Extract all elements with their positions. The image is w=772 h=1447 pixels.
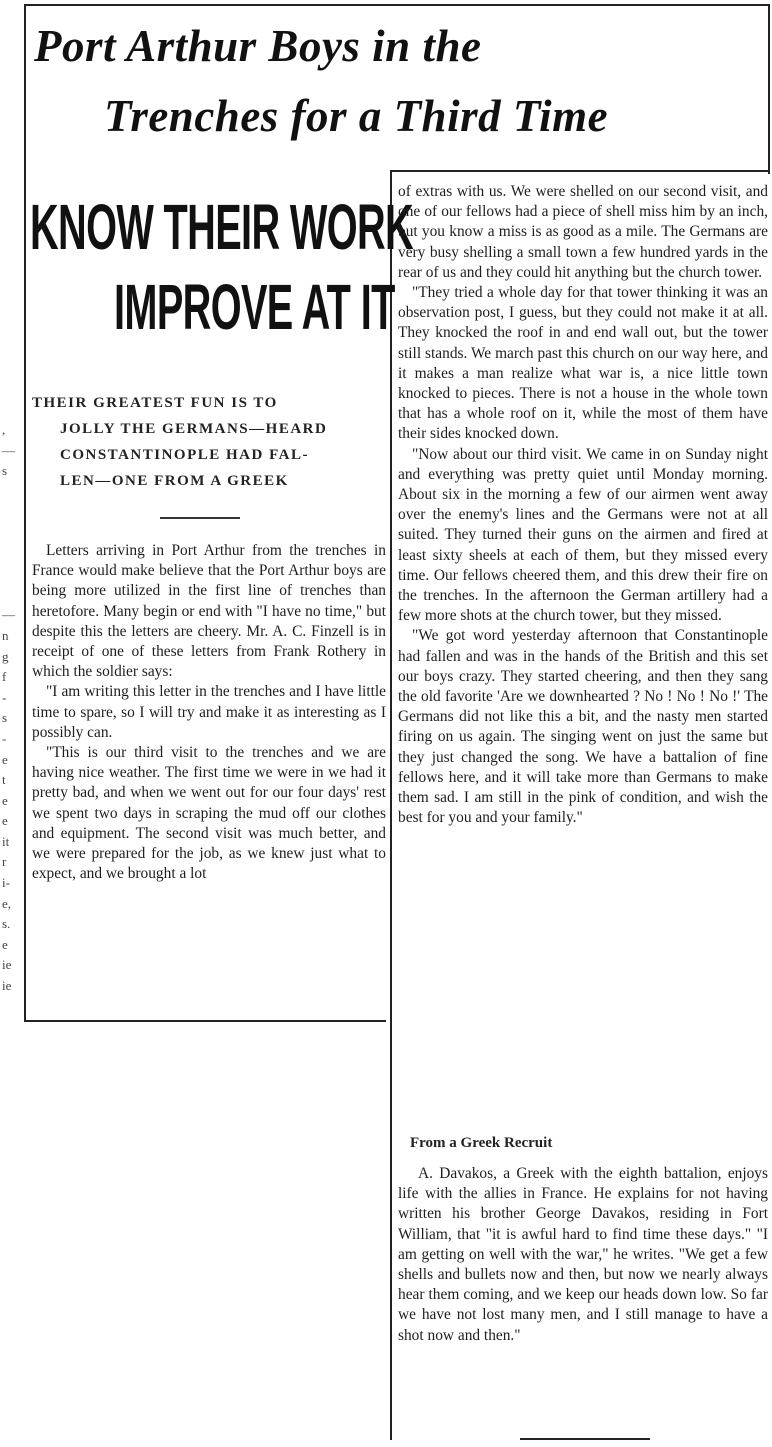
margin-fragment: — (2, 607, 15, 623)
margin-fragment: ie (2, 957, 12, 973)
margin-fragment: - (2, 730, 7, 746)
column-divider (390, 170, 392, 1440)
margin-fragment: e (2, 792, 8, 808)
article-paragraph: "This is our third visit to the trenches and we are having nice weather. The first time we were in we had it pretty bad, and when we went out for our four days' rest we spent two days in scraping the mud off our clothes and equipment. The second visit was much better, and we were prepared for the job, as we knew just what to expect, and we brought a lot (32, 744, 386, 883)
article-column-2-lower (398, 1164, 768, 1346)
margin-fragment: s (2, 463, 8, 479)
article-paragraph: of extras with us. We were shelled on our second visit, and one of our fellows had a piece of shell miss him by an inch, but you know a miss is as good as a mile. The Germans are very busy shelling a small town a few hundred yards in the rear of us and they could hit anything but the church tower. (398, 183, 768, 281)
article-paragraph: "Now about our third visit. We came in on Sunday night and everything was pretty quiet until Monday morning. About six in the morning a few of our airmen went away over the enemy's lines and the Germans were not at all suited. They turned their guns on the airmen and fired at least sixty sheels at each of them, but they missed every time. Our fellows cheered them, and this drew their fire on the trenches. In the afternoon the German artillery had a few more shots at the church tower, but they missed. (398, 445, 768, 625)
margin-fragment: e (2, 936, 8, 952)
margin-fragment: e, (2, 895, 12, 911)
deck-line-4: LEN—ONE FROM A GREEK (60, 473, 289, 489)
margin-fragment: e (2, 813, 8, 829)
big-headline-line-1: KNOW THEIR WORK (30, 191, 414, 263)
headline-rule (390, 170, 770, 172)
article-paragraph: "I am writing this letter in the trenches and I have little time to spare, so I will try and make it as interesting as I possibly can. (32, 683, 386, 741)
margin-fragment: , (2, 422, 6, 437)
margin-fragments (2, 420, 16, 997)
top-rule (24, 4, 768, 6)
margin-fragment (2, 523, 16, 544)
margin-fragment (2, 502, 16, 523)
margin-fragment (2, 585, 16, 606)
deck-line-1: THEIR GREATEST FUN IS TO (32, 395, 278, 411)
margin-fragment (2, 564, 16, 585)
margin-fragment: t (2, 772, 6, 788)
article-paragraph: "We got word yesterday afternoon that Constantinople had fallen and was in the hands of the British and this set our boys crazy. They started cheering, and then they sang the old favorite 'Are we downhearted ? No ! No ! No !' The Germans did not like this a bit, and the nasty men started firing on us again. The singing went on just the same but they just changed the song. We have a battalion of fine fellows here, and it will take more than Germans to make them sad. I am still in the pink of condition, and wish the best for you and your family." (398, 627, 768, 827)
margin-fragment: ie (2, 978, 12, 994)
article-column-1 (32, 541, 386, 884)
big-headline-line-2: IMPROVE AT IT (114, 271, 395, 343)
left-border (24, 4, 26, 1022)
col1-bottom-rule (26, 1020, 386, 1022)
margin-fragment (2, 544, 16, 565)
margin-fragment (2, 482, 16, 503)
margin-fragment: f (2, 669, 7, 685)
margin-fragment: r (2, 854, 7, 870)
subhead-greek-recruit: From a Greek Recruit (410, 1135, 553, 1151)
col2-bottom-rule (520, 1438, 650, 1440)
right-border (768, 4, 770, 174)
margin-fragment: — (2, 442, 15, 458)
deck-line-3: CONSTANTINOPLE HAD FAL- (60, 447, 309, 463)
headline-line-2: Trenches for a Third Time (104, 91, 609, 141)
margin-fragment: s. (2, 916, 11, 932)
deck-line-2: JOLLY THE GERMANS—HEARD (60, 421, 328, 437)
margin-fragment: s (2, 710, 8, 726)
margin-fragment: g (2, 648, 9, 664)
headline-line-1: Port Arthur Boys in the (34, 21, 482, 71)
deck-separator (160, 517, 240, 519)
margin-fragment: i- (2, 875, 10, 891)
margin-fragment: - (2, 689, 7, 705)
margin-fragment: it (2, 833, 10, 849)
article-paragraph: A. Davakos, a Greek with the eighth battalion, enjoys life with the allies in France. He explains for not having written his brother George Davakos, residing in Fort William, that "it is awful hard to find time these days." "I am getting on well with the war," he writes. "We get a few shells and bullets now and then, but now we nearly always hear them coming, and we keep our heads down low. So far we have not lost many men, and I still manage to have a shot now and then." (398, 1165, 768, 1344)
article-paragraph: Letters arriving in Port Arthur from the trenches in France would make believe that the Port Arthur boys are being more utilized in the first line of trenches than heretofore. Many begin or end with "I have no time," but despite this the letters are cheery. Mr. A. C. Finzell is in receipt of one of these letters from Frank Rothery in which the soldier says: (32, 542, 386, 681)
article-paragraph: "They tried a whole day for that tower thinking it was an observation post, I guess, but they could not make it at all. They knocked the roof in and end wall out, but the tower still stands. We march past this church on our way here, and it makes a man realize what war is, a nice little town knocked to pieces. There is not a house in the whole town that has a whole roof on it, while the most of them have their sides knocked down. (398, 284, 768, 443)
margin-fragment: e (2, 751, 8, 767)
article-column-2 (398, 182, 768, 829)
margin-fragment: n (2, 627, 9, 643)
